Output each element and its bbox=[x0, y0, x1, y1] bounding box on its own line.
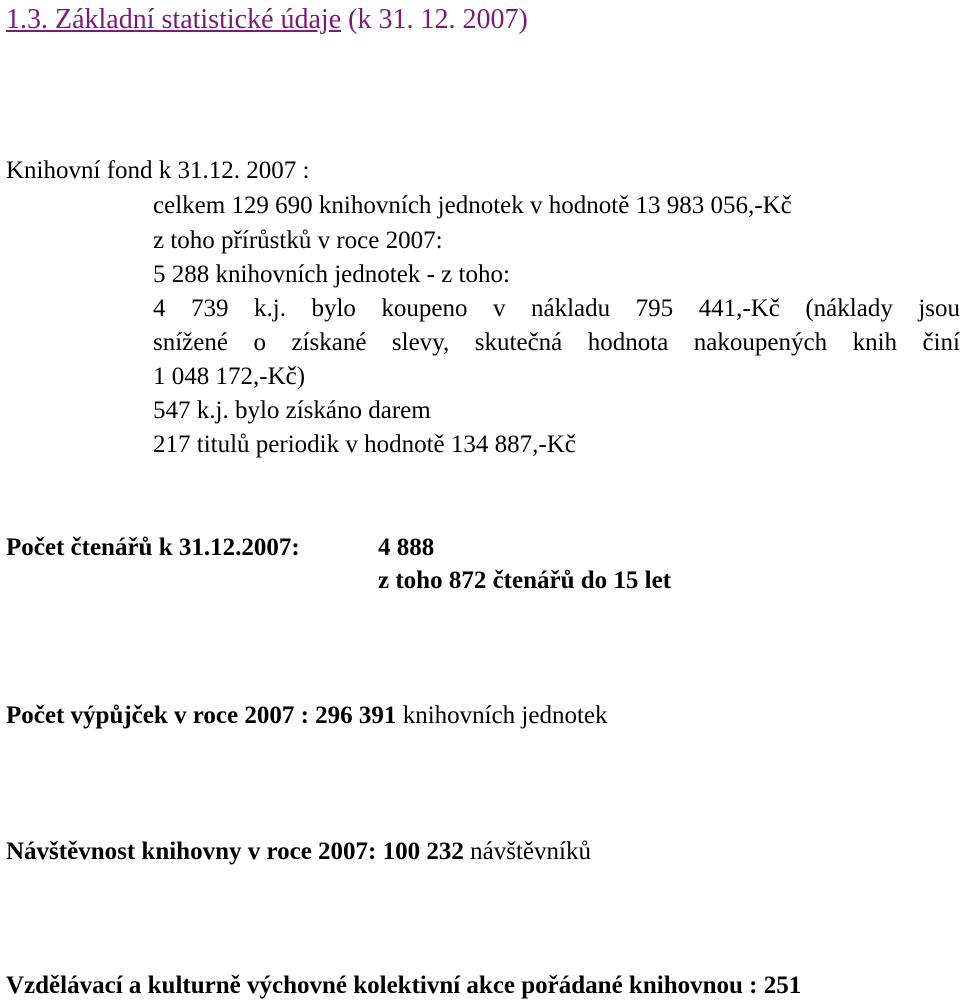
section-heading bbox=[6, 6, 528, 34]
loans-line bbox=[6, 703, 608, 728]
visits-label: Návštěvnost knihovny v roce 2007: 100 232 bbox=[6, 838, 464, 865]
readers-label: Počet čtenářů k 31.12.2007: bbox=[6, 534, 300, 561]
loans-label: Počet výpůjček v roce 2007 : 296 391 bbox=[6, 702, 397, 729]
readers-children-line: z toho 872 čtenářů do 15 let bbox=[378, 567, 672, 594]
fond-total-line: celkem 129 690 knihovních jednotek v hodnotě 13 983 056,-Kč bbox=[153, 192, 792, 219]
visits-line bbox=[6, 839, 591, 864]
section-heading-link[interactable]: 1.3. Základní statistické údaje bbox=[6, 4, 342, 35]
events-line: Vzdělávací a kulturně výchovné kolektivní akce pořádané knihovnou : 251 bbox=[6, 972, 802, 999]
fond-purchased-line: 4 739 k.j. bylo koupeno v nákladu 795 441,-Kč (náklady jsou bbox=[153, 295, 960, 322]
fond-periodicals-line: 217 titulů periodik v hodnotě 134 887,-Kč bbox=[153, 431, 576, 458]
fond-title: Knihovní fond k 31.12. 2007 : bbox=[6, 157, 310, 184]
section-heading-date: (k 31. 12. 2007) bbox=[341, 4, 528, 35]
visits-unit: návštěvníků bbox=[463, 838, 591, 865]
fond-donated-line: 547 k.j. bylo získáno darem bbox=[153, 397, 431, 424]
readers-value: 4 888 bbox=[378, 534, 435, 561]
fond-increase-line: z toho přírůstků v roce 2007: bbox=[153, 227, 443, 254]
loans-unit: knihovních jednotek bbox=[396, 702, 608, 729]
fond-increase-units-line: 5 288 knihovních jednotek - z toho: bbox=[153, 261, 510, 288]
fond-real-value-line: 1 048 172,-Kč) bbox=[153, 363, 306, 390]
fond-discount-line: snížené o získané slevy, skutečná hodnota nakoupených knih činí bbox=[153, 329, 960, 356]
